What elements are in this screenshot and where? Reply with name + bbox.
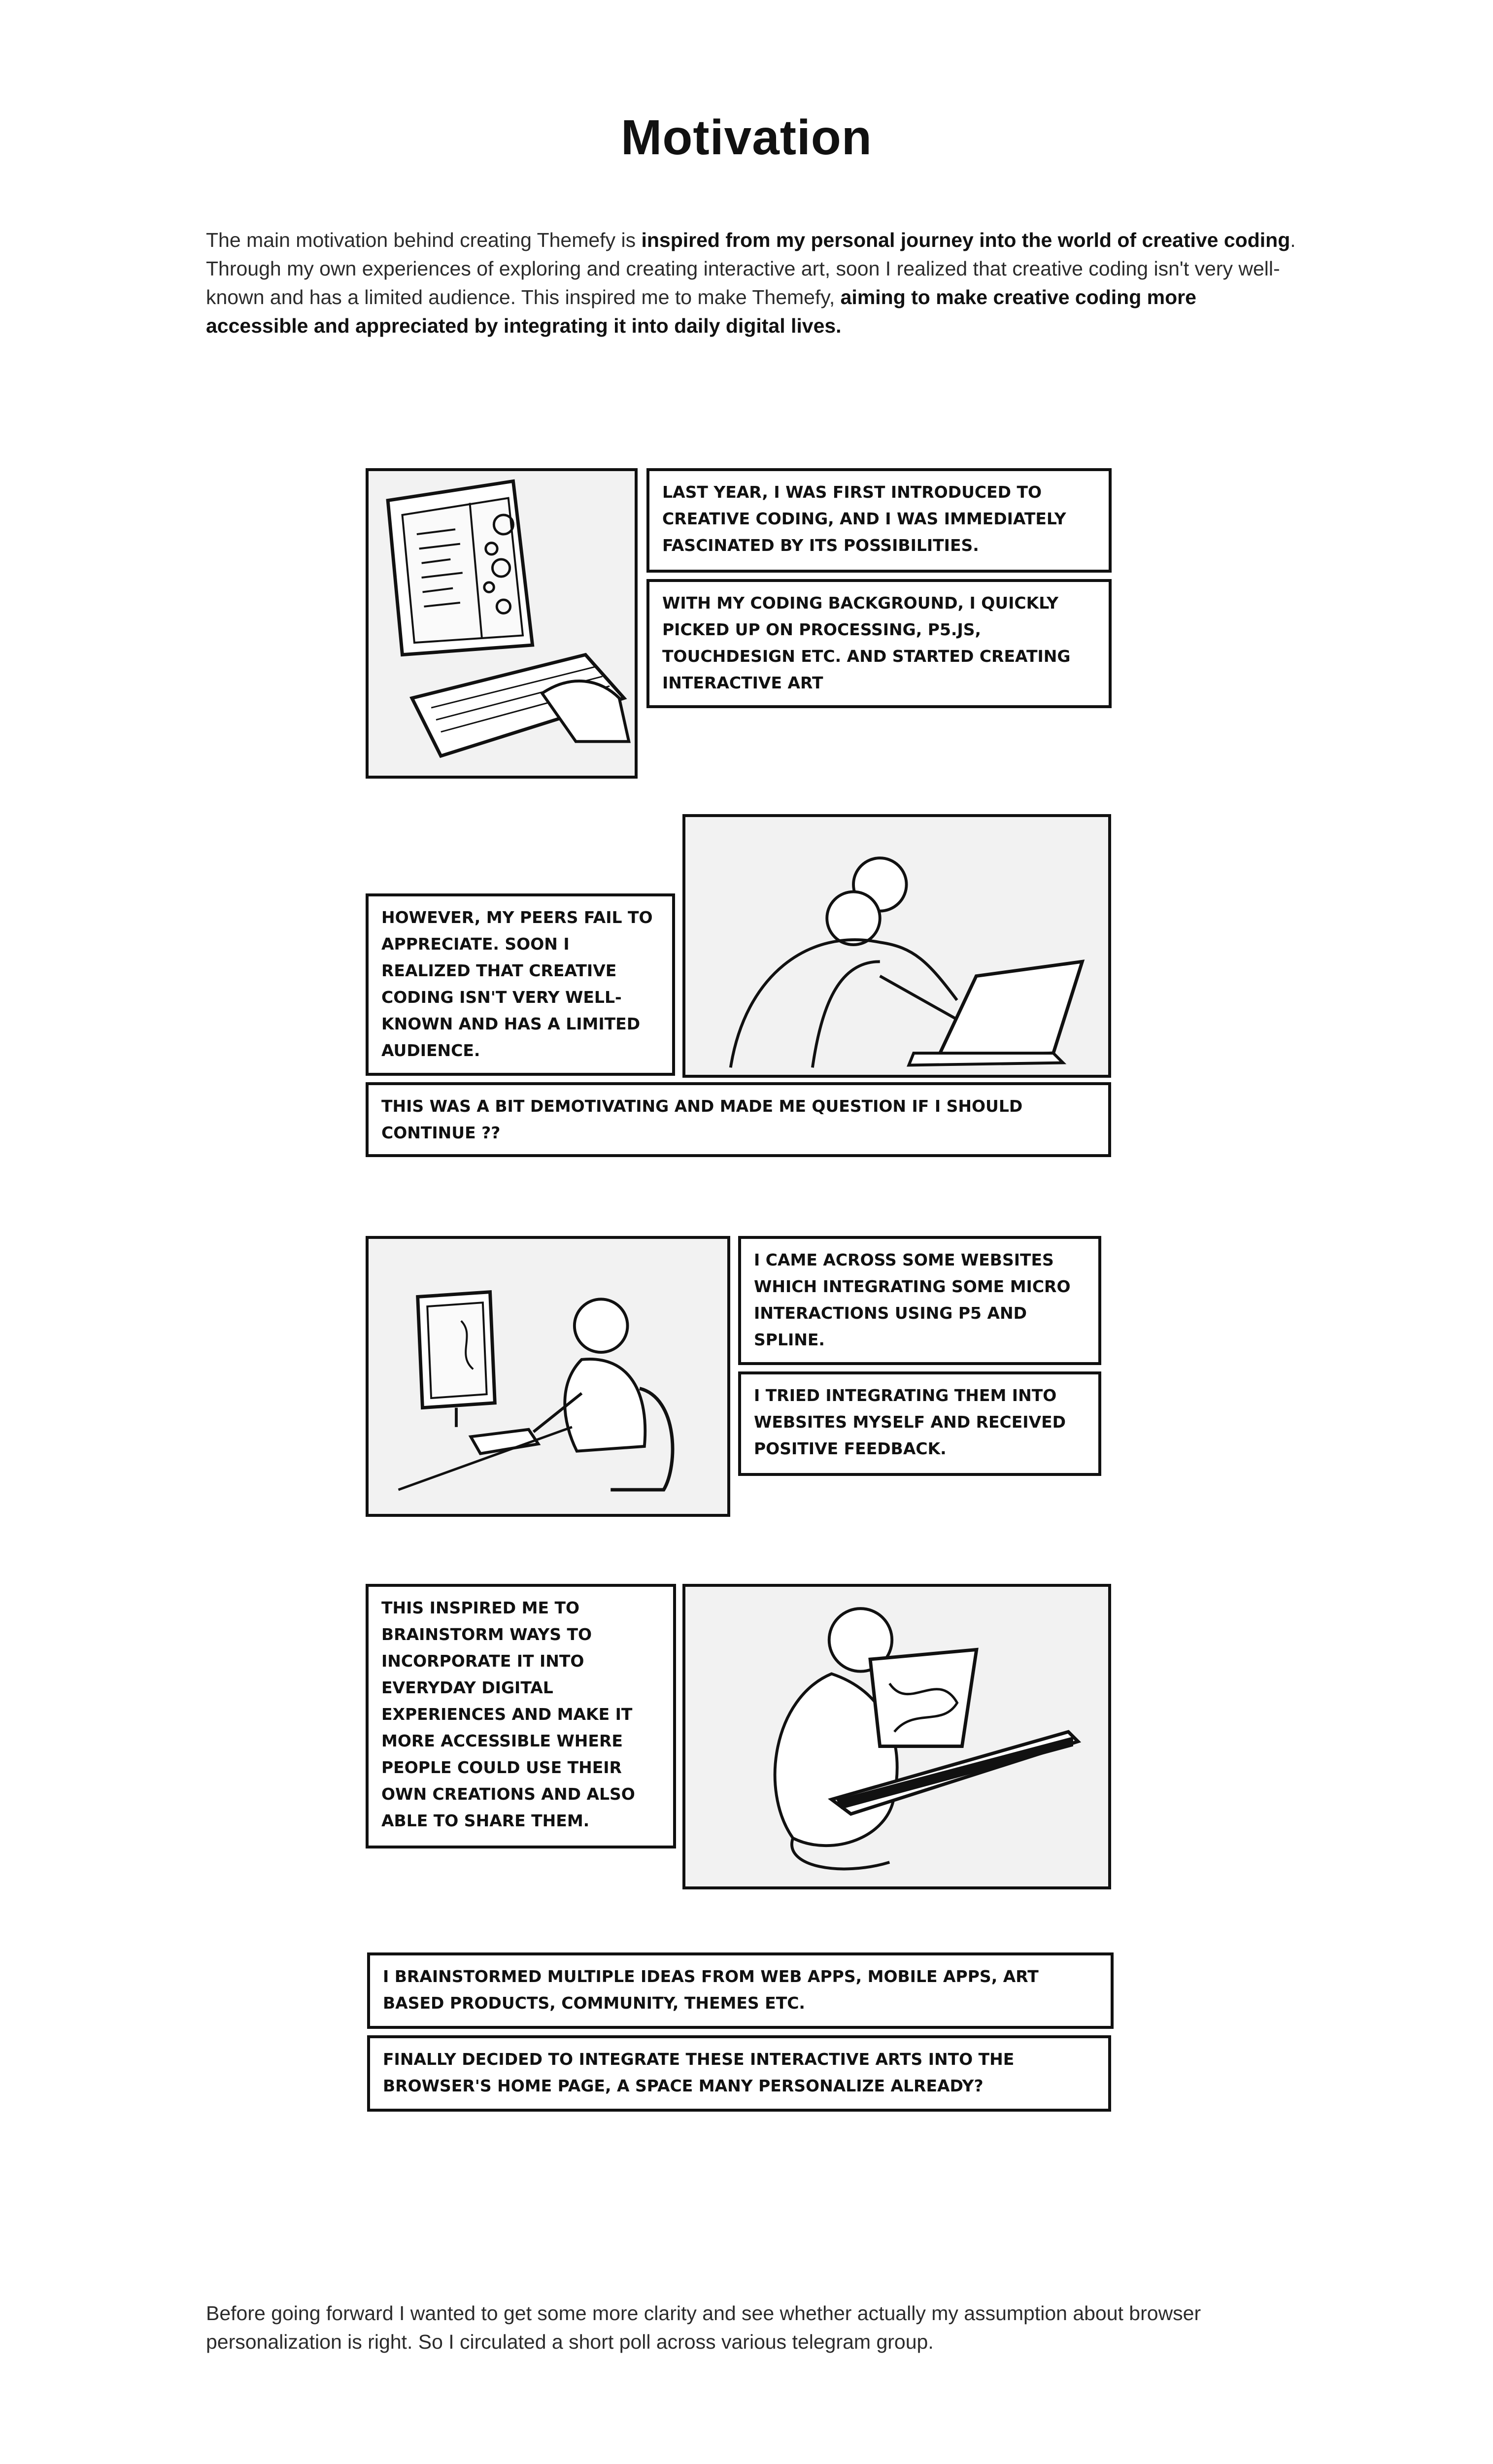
comic-panel-desk-illustration: [366, 1236, 730, 1517]
computer-illustration-icon: [369, 471, 635, 776]
intro-paragraph: [206, 226, 1302, 340]
comic-panel-computer-illustration: [366, 468, 638, 779]
comic-caption-7: THIS INSPIRED ME TO BRAINSTORM WAYS TO INCORPORATE IT INTO EVERYDAY DIGITAL EXPERIENCES AND MAKE IT MORE ACCESSIBLE WHERE PEOPLE COULD USE THEIR OWN CREATIONS AND ALSO ABLE TO SHARE THEM.: [366, 1584, 676, 1848]
person-creating-art-icon: [685, 1587, 1108, 1886]
comic-caption-8: I BRAINSTORMED MULTIPLE IDEAS FROM WEB APPS, MOBILE APPS, ART BASED PRODUCTS, COMMUNITY, THEMES ETC.: [367, 1952, 1114, 2029]
intro-text-2: . Through my own experiences of exploring and creating interactive art, soon I realized that creative coding isn't very well-known and has a limited audience. This inspired me to make Themefy,: [206, 229, 1296, 308]
comic-caption-4: THIS WAS A BIT DEMOTIVATING AND MADE ME QUESTION IF I SHOULD CONTINUE ??: [366, 1082, 1111, 1157]
comic-panel-peers-illustration: [682, 814, 1111, 1078]
comic-caption-1: LAST YEAR, I WAS FIRST INTRODUCED TO CREATIVE CODING, AND I WAS IMMEDIATELY FASCINATED BY ITS POSSIBILITIES.: [646, 468, 1112, 573]
person-at-computer-icon: [369, 1239, 727, 1514]
intro-bold-2: aiming to make creative coding more accessible and appreciated by integrating it into daily digital lives.: [206, 286, 1196, 337]
intro-text-1: The main motivation behind creating Themefy is: [206, 229, 642, 251]
page-title: Motivation: [621, 110, 872, 165]
comic-caption-5: I CAME ACROSS SOME WEBSITES WHICH INTEGRATING SOME MICRO INTERACTIONS USING P5 AND SPLINE.: [738, 1236, 1101, 1365]
peers-looking-at-laptop-icon: [685, 817, 1108, 1075]
comic-caption-3: HOWEVER, MY PEERS FAIL TO APPRECIATE. SOON I REALIZED THAT CREATIVE CODING ISN'T VERY WELL-KNOWN AND HAS A LIMITED AUDIENCE.: [366, 893, 675, 1076]
intro-bold-1: inspired from my personal journey into the world of creative coding: [641, 229, 1290, 251]
comic-caption-6: I TRIED INTEGRATING THEM INTO WEBSITES MYSELF AND RECEIVED POSITIVE FEEDBACK.: [738, 1371, 1101, 1476]
poll-intro-paragraph: Before going forward I wanted to get some more clarity and see whether actually my assumption about browser personalization is right. So I circulated a short poll across various telegram group.: [206, 2302, 1201, 2353]
comic-caption-9: FINALLY DECIDED TO INTEGRATE THESE INTERACTIVE ARTS INTO THE BROWSER'S HOME PAGE, A SPACE MANY PERSONALIZE ALREADY?: [367, 2035, 1111, 2112]
comic-caption-2: WITH MY CODING BACKGROUND, I QUICKLY PICKED UP ON PROCESSING, P5.JS, TOUCHDESIGN ETC. AND STARTED CREATING INTERACTIVE ART: [646, 579, 1112, 708]
comic-panel-laptop-illustration: [682, 1584, 1111, 1889]
